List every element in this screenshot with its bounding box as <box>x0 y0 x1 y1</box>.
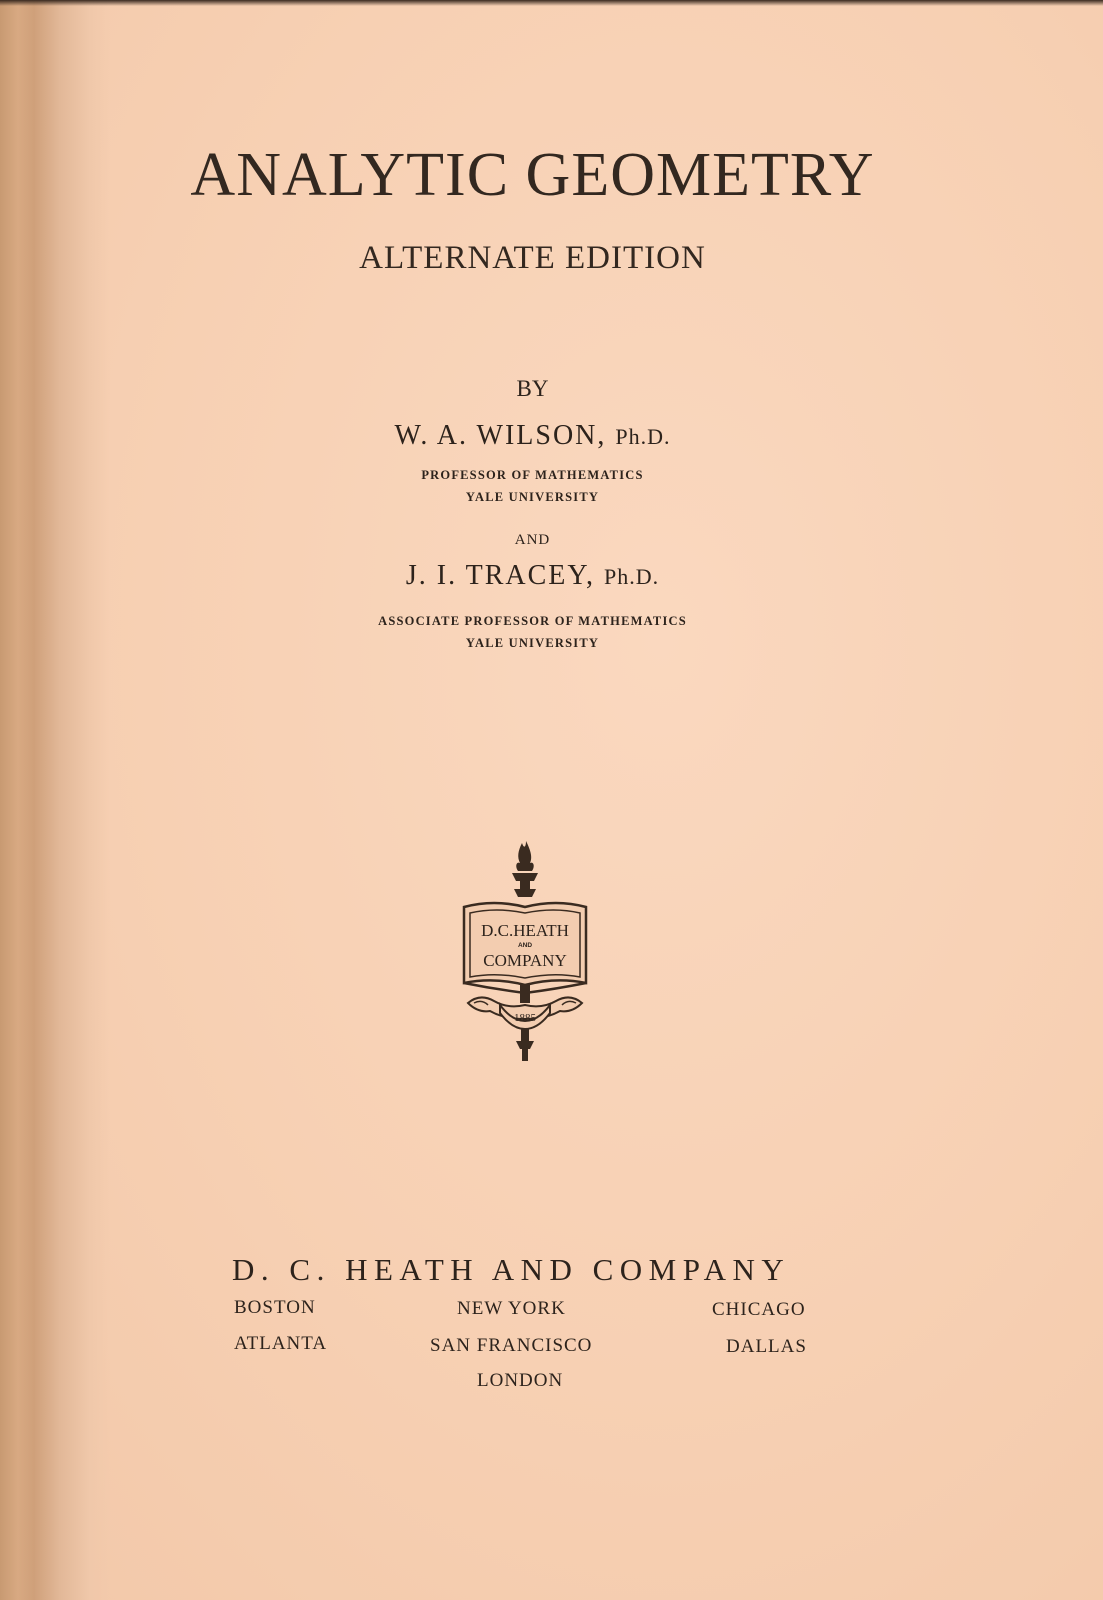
author-1-university: YALE UNIVERSITY <box>465 490 600 504</box>
logo-year: 1885 <box>514 1012 536 1024</box>
top-edge-shadow <box>0 0 1103 6</box>
logo-line-2: AND <box>517 942 533 949</box>
author-2-degree: Ph.D. <box>603 564 660 589</box>
publisher-name: D. C. HEATH AND COMPANY <box>232 1252 791 1287</box>
author-1 <box>0 420 1065 452</box>
and-label: AND <box>514 532 551 548</box>
author-2-position: ASSOCIATE PROFESSOR OF MATHEMATICS <box>378 614 687 628</box>
city-london: LONDON <box>477 1370 564 1391</box>
author-2 <box>0 560 1065 592</box>
book-title: ANALYTIC GEOMETRY <box>190 141 875 209</box>
city-boston: BOSTON <box>234 1297 316 1318</box>
by-label: BY <box>516 376 549 401</box>
logo-line-3: COMPANY <box>483 951 567 970</box>
author-1-degree: Ph.D. <box>615 424 671 449</box>
logo-line-1: D.C.HEATH <box>481 921 569 940</box>
author-2-name: J. I. TRACEY, <box>405 560 595 591</box>
author-1-position: PROFESSOR OF MATHEMATICS <box>421 468 644 482</box>
city-dallas: DALLAS <box>726 1336 807 1357</box>
city-new-york: NEW YORK <box>457 1298 566 1319</box>
author-1-name: W. A. WILSON, <box>394 420 607 451</box>
edition-subtitle: ALTERNATE EDITION <box>359 240 706 276</box>
city-chicago: CHICAGO <box>712 1299 806 1320</box>
torch-book-emblem-icon <box>460 835 590 1065</box>
city-atlanta: ATLANTA <box>234 1333 328 1354</box>
city-san-francisco: SAN FRANCISCO <box>430 1335 593 1356</box>
author-2-university: YALE UNIVERSITY <box>465 636 600 650</box>
